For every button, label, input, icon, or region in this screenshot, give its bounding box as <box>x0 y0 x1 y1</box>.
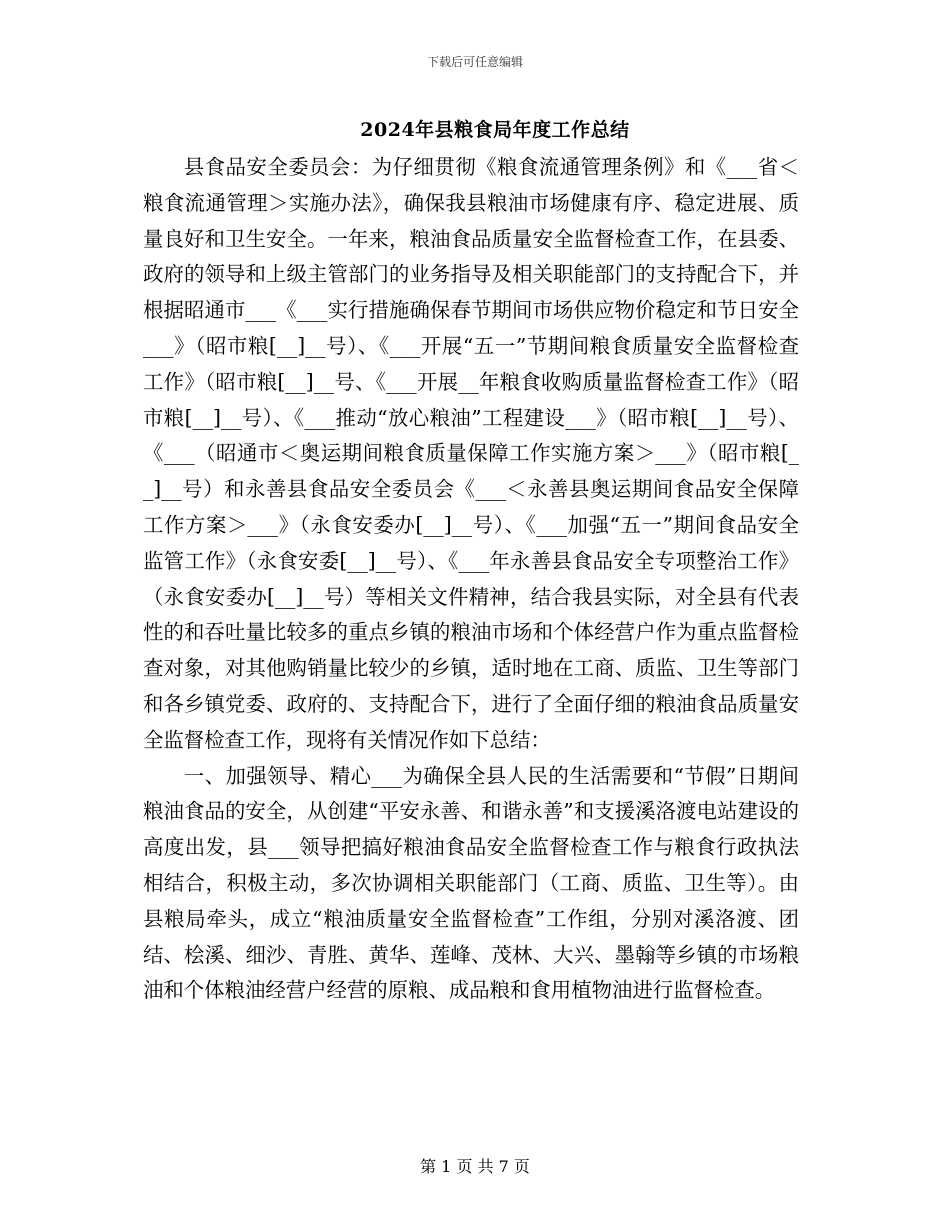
page-number: 第 1 页 共 7 页 <box>420 1157 530 1176</box>
document-title: 2024年县粮食局年度工作总结 <box>360 119 630 141</box>
document-body <box>143 150 799 1009</box>
page-header-note: 下载后可任意编辑 <box>426 55 523 69</box>
paragraph-section-1: 一、加强领导、精心___为确保全县人民的生活需要和“节假”日期间粮油食品的安全，从创建“平安永善、和谐永善”和支援溪洛渡电站建设的高度出发，县___领导把搞好粮油食品安全监督检查工作与粮食行政执法相结合，积极主动，多次协调相关职能部门（工商、质监、卫生等）。由县粮局牵头，成立“粮油质量安全监督检查”工作组，分别对溪洛渡、团结、桧溪、细沙、青胜、黄华、莲峰、茂林、大兴、墨翰等乡镇的市场粮油和个体粮油经营户经营的原粮、成品粮和食用植物油进行监督检查。 <box>143 763 799 1003</box>
paragraph-intro: 县食品安全委员会：为仔细贯彻《粮食流通管理条例》和《___省＜粮食流通管理＞实施办法》，确保我县粮油市场健康有序、稳定进展、质量良好和卫生安全。一年来，粮油食品质量安全监督检查工作，在县委、政府的领导和上级主管部门的业务指导及相关职能部门的支持配合下，并根据昭通市___《___实行措施确保春节期间市场供应物价稳定和节日安全___》（昭市粮[__]__号）、《___开展“五一”节期间粮食质量安全监督检查工作》（昭市粮[__]__号、《___开展__年粮食收购质量监督检查工作》（昭市粮[__]__号）、《___推动“放心粮油”工程建设___》（昭市粮[__]__号）、《___（昭通市＜奥运期间粮食质量保障工作实施方案＞___》（昭市粮[__]__号）和永善县食品安全委员会《___＜永善县奥运期间食品安全保障工作方案＞___》（永食安委办[__]__号）、《___加强“五一”期间食品安全监管工作》（永食安委[__]__号）、《___年永善县食品安全专项整治工作》（永食安委办[__]__号）等相关文件精神，结合我县实际，对全县有代表性的和吞吐量比较多的重点乡镇的粮油市场和个体经营户作为重点监督检查对象，对其他购销量比较少的乡镇，适时地在工商、质监、卫生等部门和各乡镇党委、政府的、支持配合下，进行了全面仔细的粮油食品质量安全监督检查工作，现将有关情况作如下总结： <box>143 155 799 752</box>
